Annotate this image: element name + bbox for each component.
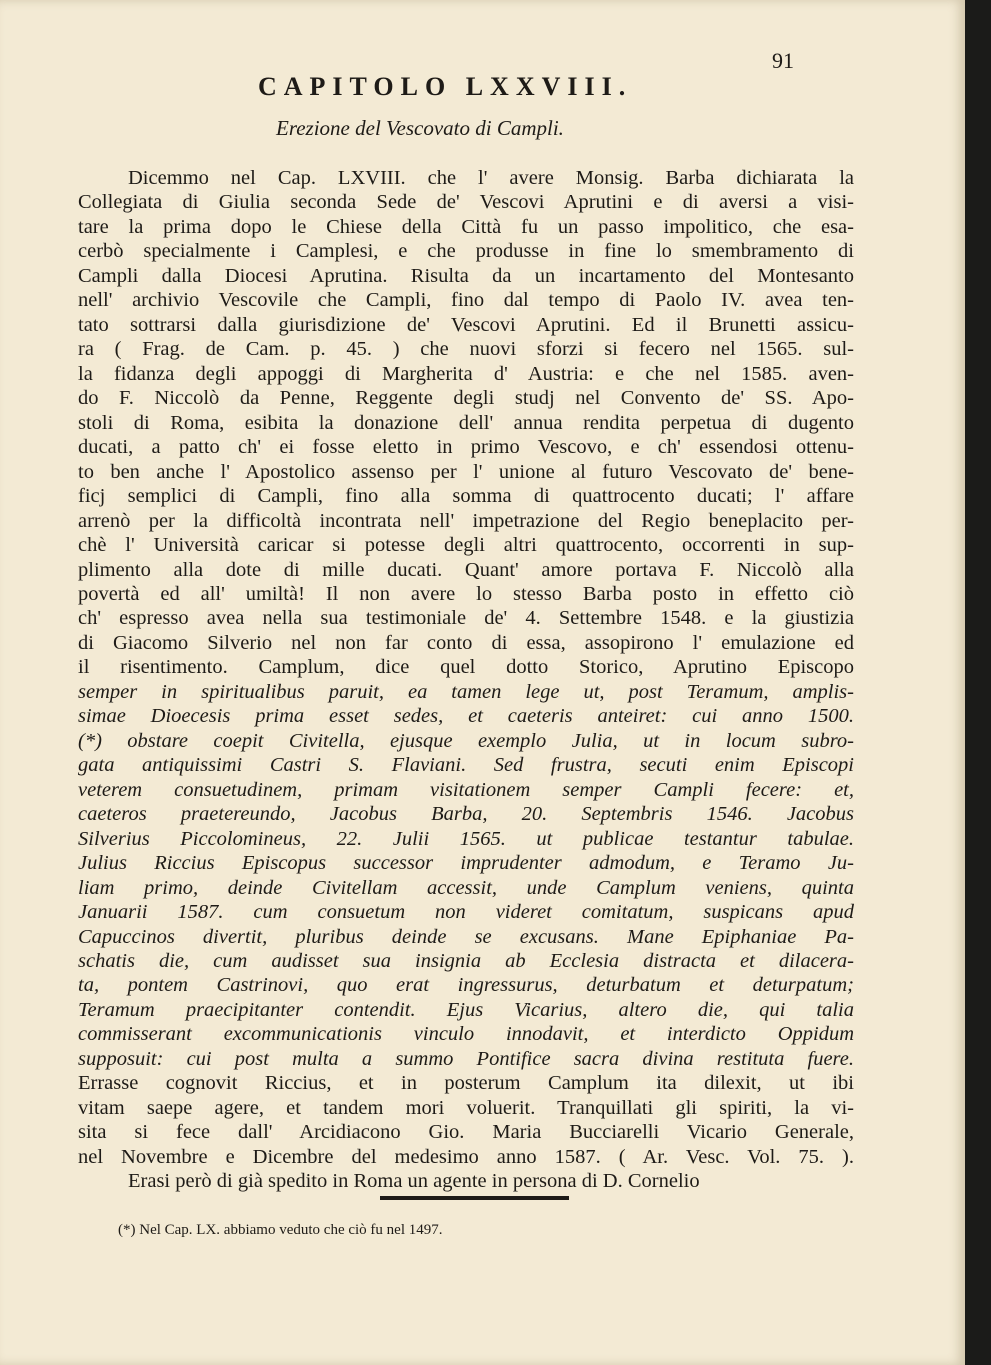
text-line: Collegiata di Giulia seconda Sede de' Vescovi Aprutini e di aversi a visi-	[78, 191, 854, 214]
text-line: Errasse cognovit Riccius, et in posterum Camplum ita dilexit, ut ibi	[78, 1072, 854, 1095]
text-line: nell' archivio Vescovile che Campli, fino dal tempo di Paolo IV. avea ten-	[78, 289, 854, 312]
text-line: Julius Riccius Episcopus successor imprudenter admodum, e Teramo Ju-	[78, 852, 854, 875]
text-line: povertà ed all' umiltà! Il non avere lo stesso Barba posto in effetto ciò	[78, 582, 854, 605]
text-line: vitam saepe agere, et tandem mori voluerit. Tranquillati gli spiriti, la vi-	[78, 1096, 854, 1119]
footnote: (*) Nel Cap. LX. abbiamo veduto che ciò fu nel 1497.	[118, 1222, 443, 1238]
text-line: Campli dalla Diocesi Aprutina. Risulta da un incartamento del Montesanto	[78, 264, 854, 287]
text-line: di Giacomo Silverio nel non far conto di essa, assopirono l' emulazione ed	[78, 631, 854, 654]
text-line: simae Dioecesis prima esset sedes, et caeteris anteiret: cui anno 1500.	[78, 705, 854, 728]
page-number: 91	[772, 48, 794, 73]
text-line: Teramum praecipitanter contendit. Ejus Vicarius, altero die, qui talia	[78, 998, 854, 1021]
footnote-divider	[380, 1196, 569, 1200]
text-line: Erasi però di già spedito in Roma un agente in persona di D. Cornelio	[128, 1170, 700, 1193]
text-line: ra ( Frag. de Cam. p. 45. ) che nuovi sforzi si fecero nel 1565. sul-	[78, 338, 854, 361]
text-line: supposuit: cui post multa a summo Pontifice sacra divina restituta fuere.	[78, 1047, 854, 1070]
text-line: nel Novembre e Dicembre del medesimo anno 1587. ( Ar. Vesc. Vol. 75. ).	[78, 1145, 854, 1168]
text-line: la fidanza degli appoggi di Margherita d' Austria: e che nel 1585. aven-	[78, 362, 854, 385]
text-line: caeteros praetereundo, Jacobus Barba, 20. Septembris 1546. Jacobus	[78, 803, 854, 826]
text-line: Silverius Piccolomineus, 22. Julii 1565. ut publicae testantur tabulae.	[78, 827, 854, 850]
text-line: tato sottrarsi dalla giurisdizione de' Vescovi Aprutini. Ed il Brunetti assicu-	[78, 313, 854, 336]
text-line: sita si fece dall' Arcidiacono Gio. Maria Bucciarelli Vicario Generale,	[78, 1121, 854, 1144]
body-text	[78, 166, 854, 1194]
text-line: Januarii 1587. cum consuetum non videret comitatum, suspicans apud	[78, 901, 854, 924]
text-line: plimento alla dote di mille ducati. Quant' amore portava F. Niccolò alla	[78, 558, 854, 581]
text-line: ficj semplici di Campli, fino alla somma di quattrocento ducati; l' affare	[78, 485, 854, 508]
text-line: ducati, a patto ch' ei fosse eletto in primo Vescovo, e ch' essendosi ottenu-	[78, 436, 854, 459]
text-line: do F. Niccolò da Penne, Reggente degli studj nel Convento de' SS. Apo-	[78, 387, 854, 410]
text-line: gata antiquissimi Castri S. Flaviani. Sed frustra, secuti enim Episcopi	[78, 754, 854, 777]
text-line: il risentimento. Camplum, dice quel dotto Storico, Aprutino Episcopo	[78, 656, 854, 679]
text-line: arrenò per la difficoltà incontrata nell' impetrazione del Regio beneplacito per-	[78, 509, 854, 532]
text-line: Dicemmo nel Cap. LXVIII. che l' avere Monsig. Barba dichiarata la	[128, 167, 854, 189]
text-line: cerbò specialmente i Camplesi, e che produsse in fine lo smembramento di	[78, 240, 854, 263]
text-line: schatis die, cum audisset sua insignia ab Ecclesia distracta et dilacera-	[78, 950, 854, 972]
text-line: chè l' Università caricar si potesse degli altri quattrocento, occorrenti in sup-	[78, 534, 854, 557]
text-line: stoli di Roma, esibita la donazione dell' annua rendita perpetua di dugento	[78, 411, 854, 434]
text-line: to ben anche l' Apostolico assenso per l' unione al futuro Vescovato de' bene-	[78, 460, 854, 483]
chapter-subtitle: Erezione del Vescovato di Campli.	[276, 116, 564, 140]
text-line: (*) obstare coepit Civitella, ejusque exemplo Julia, ut in locum subro-	[78, 729, 854, 752]
text-line: tare la prima dopo le Chiese della Città fu un passo impolitico, che esa-	[78, 215, 854, 238]
text-line: Capuccinos divertit, pluribus deinde se excusans. Mane Epiphaniae Pa-	[78, 925, 854, 948]
text-line: liam primo, deinde Civitellam accessit, unde Camplum veniens, quinta	[78, 876, 854, 899]
chapter-title: CAPITOLO LXXVIII.	[258, 72, 633, 101]
text-line: commisserant excommunicationis vinculo innodavit, et interdicto Oppidum	[78, 1023, 854, 1046]
text-line: ta, pontem Castrinovi, quo erat ingressurus, deturbatum et deturpatum;	[78, 974, 854, 997]
text-line: ch' espresso avea nella sua testimoniale de' 4. Settembre 1548. e la giustizia	[78, 607, 854, 630]
text-line: semper in spiritualibus paruit, ea tamen lege ut, post Teramum, amplis-	[78, 680, 854, 703]
text-line: veterem consuetudinem, primam visitationem semper Campli fecere: et,	[78, 778, 854, 801]
